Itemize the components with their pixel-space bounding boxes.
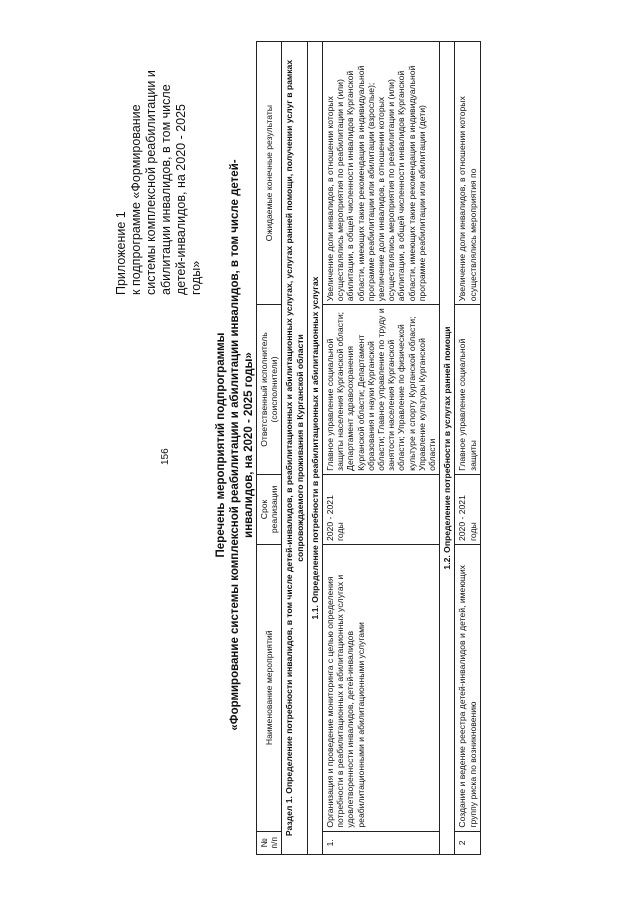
header-num: № п/п <box>257 831 282 854</box>
row1-executor: Главное управление социальной защиты населения Курганской области; Департамент здравоохранения Курганской области; Департамент образования и науки Курганской области; Главное управление по труду и занятости населения Курганской области; Управление по физической культуре и спорту Курганской области; Управление культуры Курганской области <box>323 305 440 475</box>
row1-results: Увеличение доли инвалидов, в отношении которых осуществлялись мероприятия по реабилитации и (или) абилитации, в общей численности инвалидов Курганской области, имеющих такие рекомендации в индивидуальной программе реабилитации или абилитации (взрослые); увеличение доли инвалидов, в отношении которых осуществлялись мероприятия по реабилитации и (или) абилитации, в общей численности инвалидов Курганской области, имеющих такие рекомендации в индивидуальной программе реабилитации или абилитации (дети) <box>323 42 440 305</box>
subsection-row <box>440 42 455 855</box>
appendix-line1: Приложение 1 <box>114 211 128 295</box>
subsection12-heading: 1.2. Определение потребности в услугах ранней помощи <box>440 42 455 855</box>
header-results: Ожидаемые конечные результаты <box>257 42 282 305</box>
measures-table <box>256 41 481 855</box>
row1-term: 2020 - 2021 годы <box>323 474 440 544</box>
header-executor: Ответственный исполнитель (соисполнители) <box>257 305 282 475</box>
row2-name: Создание и ведение реестра детей-инвалидов и детей, имеющих группу риска по возникновению <box>455 545 480 832</box>
section1-heading: Раздел 1. Определение потребности инвалидов, в том числе детей-инвалидов, в реабилитационных и абилитационных услугах, услугах ранней помощи, получении услуг в рамках сопровождаемого проживания в Курганской области <box>282 42 307 855</box>
page-number: 156 <box>160 448 171 465</box>
row2-num: 2 <box>455 831 480 854</box>
row1-name: Организация и проведение мониторинга с целью определения потребности в реабилитационных и абилитационных услугах и удовлетворенности инвалидов, детей-инвалидов реабилитационными и абилитационными услугами <box>323 545 440 832</box>
subsection-row <box>307 42 322 855</box>
table-row <box>323 42 440 855</box>
header-term: Срок реализации <box>257 474 282 544</box>
row2-term: 2020 - 2021 годы <box>455 474 480 544</box>
subsection11-heading: 1.1. Определение потребности в реабилитационных и абилитационных услугах <box>307 42 322 855</box>
row2-results: Увеличение доли инвалидов, в отношении которых осуществлялись мероприятия по <box>455 42 480 305</box>
table-row <box>455 42 480 855</box>
document-title <box>214 145 256 745</box>
header-name: Наименование мероприятий <box>257 545 282 832</box>
title-line2: «Формирование системы комплексной реабилитации и абилитации инвалидов, в том числе детей-инвалидов, на 2020 - 2025 годы» <box>229 159 255 731</box>
row1-num: 1. <box>323 831 440 854</box>
title-line1: Перечень мероприятий подпрограммы <box>215 332 227 558</box>
appendix-line2: к подпрограмме «Формирование системы комплексной реабилитации и абилитации инвалидов, в том числе детей-инвалидов, на 2020 - 2025 годы» <box>129 70 203 295</box>
appendix-note <box>114 70 204 295</box>
table-header-row <box>257 42 282 855</box>
row2-executor: Главное управление социальной защиты <box>455 305 480 475</box>
section-row <box>282 42 307 855</box>
